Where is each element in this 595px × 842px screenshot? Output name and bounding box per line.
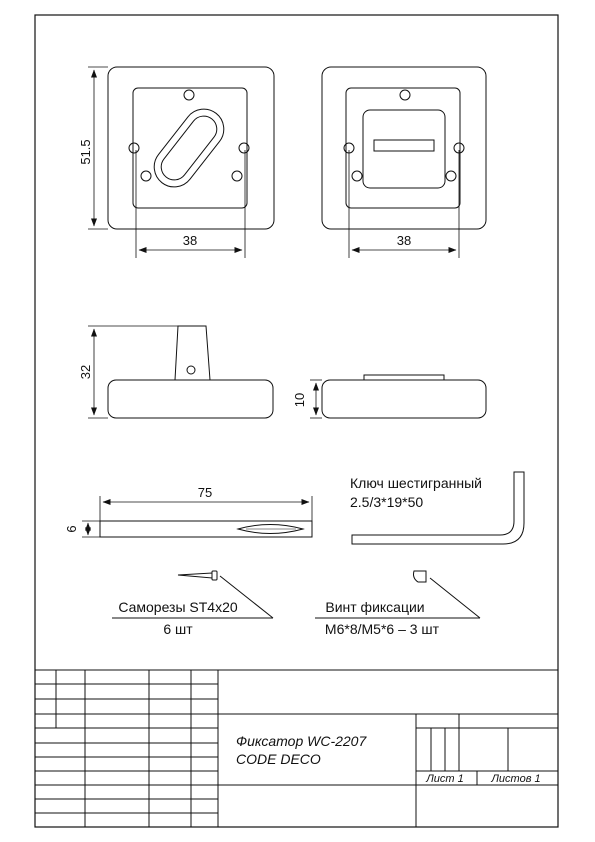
screws-qty: 6 шт xyxy=(163,621,193,637)
title-block-sheet: Лист 1 xyxy=(426,773,464,785)
set-screw-qty: M6*8/M5*6 – 3 шт xyxy=(324,621,440,637)
dimension-bar-length-label: 75 xyxy=(197,485,213,500)
set-screw-title: Винт фиксации xyxy=(325,599,425,615)
dimension-turn-height xyxy=(88,326,178,418)
dimension-release-height xyxy=(310,380,322,418)
title-block-product: Фиксатор WC-2207 xyxy=(236,733,367,749)
hex-key-size: 2.5/3*19*50 xyxy=(350,494,424,510)
dimension-bar-thickness xyxy=(82,521,100,537)
dimension-release-height-label: 10 xyxy=(292,392,307,408)
turn-side-view xyxy=(108,326,273,418)
dimension-rosette-height-label: 51.5 xyxy=(78,139,93,165)
hex-key-title: Ключ шестигранный xyxy=(350,475,482,491)
dimension-rosette-width-left-label: 38 xyxy=(182,233,198,248)
title-block-brand: CODE DECO xyxy=(236,751,321,767)
spindle-bar xyxy=(100,521,312,537)
title-block-sheets-total: Листов 1 xyxy=(491,773,541,785)
dimension-rosette-width-right-label: 38 xyxy=(396,233,412,248)
turn-rosette-top-view xyxy=(108,67,274,229)
dimension-bar-thickness-label: 6 xyxy=(64,525,79,533)
indicator-rosette-top-view xyxy=(322,67,486,229)
indicator-side-view xyxy=(322,375,486,418)
dimension-turn-height-label: 32 xyxy=(78,364,93,380)
drawing-frame xyxy=(35,15,558,827)
screws-title: Саморезы ST4x20 xyxy=(118,599,238,615)
